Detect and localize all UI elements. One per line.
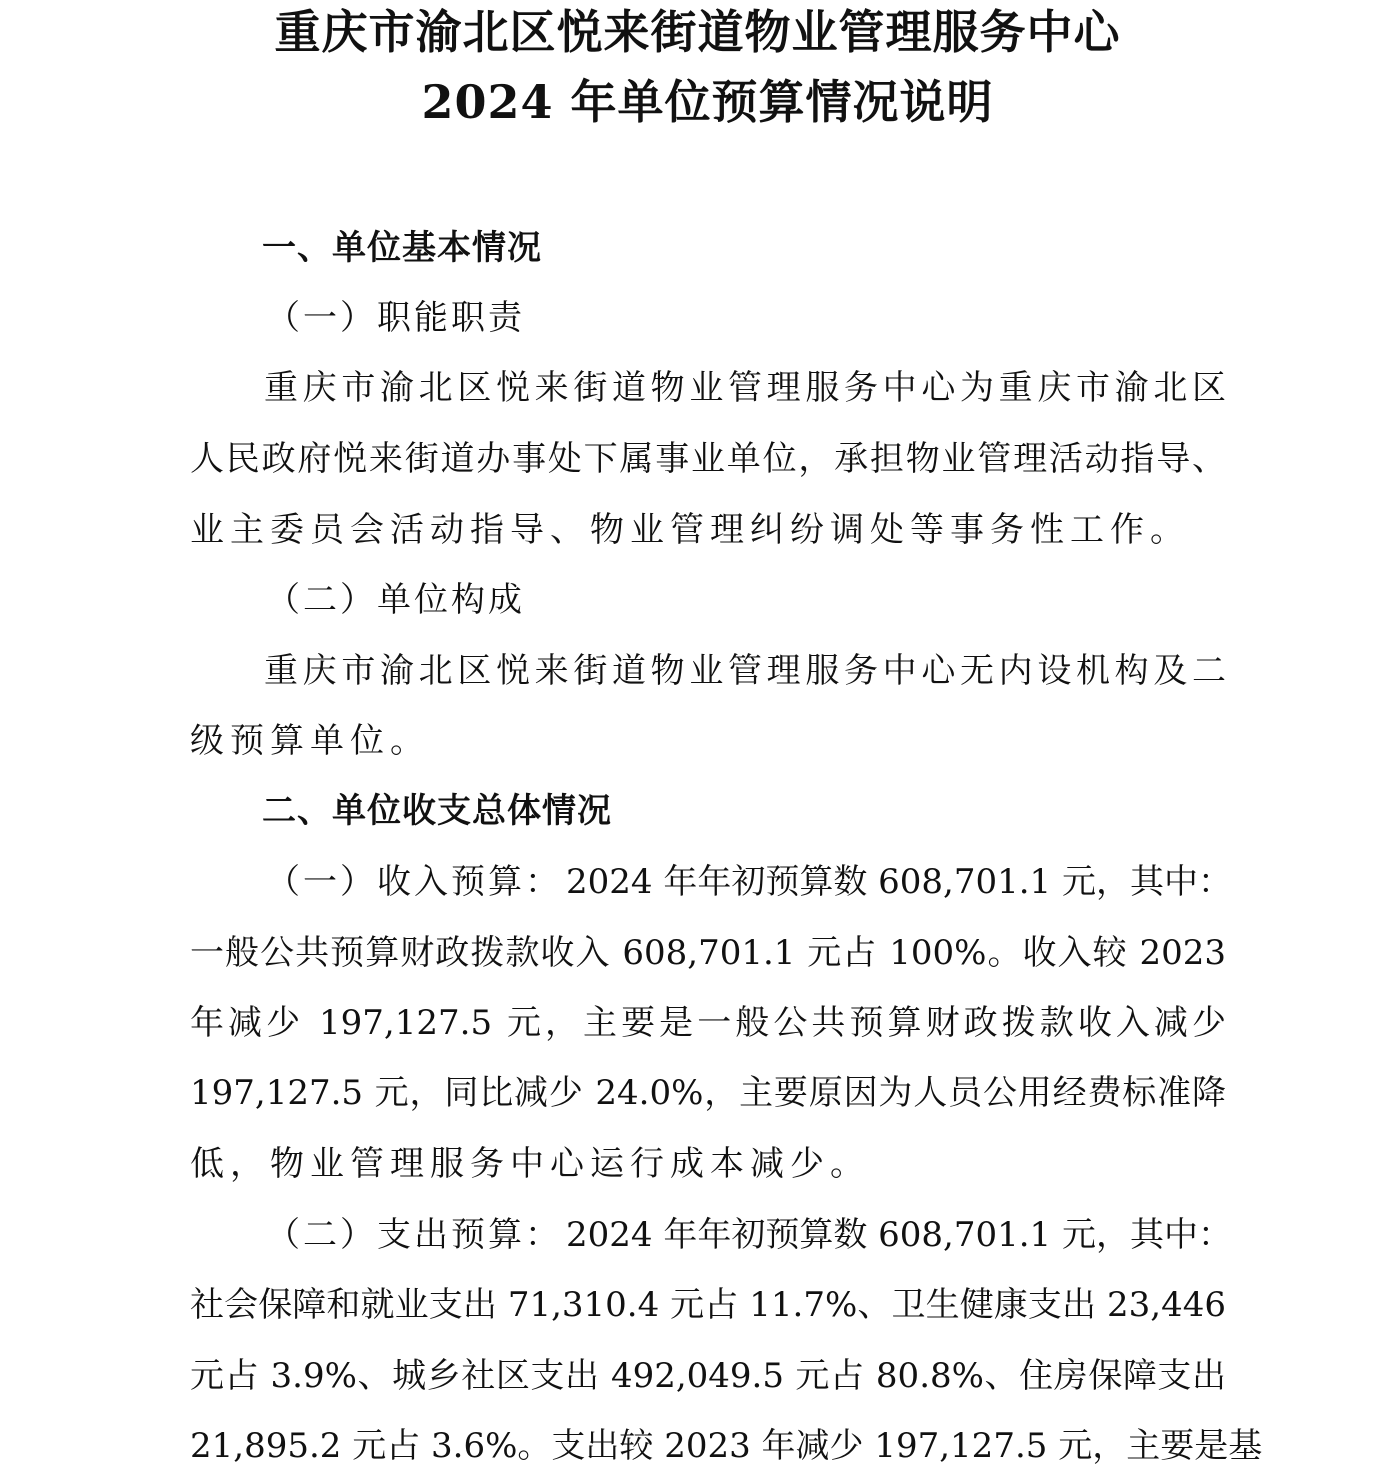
expense-line-2: 社会保障和就业支出 71,310.4 元占 11.7%、卫生健康支出 23,446: [190, 1285, 1226, 1325]
income-line-3: 年减少 197,127.5 元，主要是一般公共预算财政拨款收入减少: [190, 1003, 1226, 1043]
income-line-2: 一般公共预算财政拨款收入 608,701.1 元占 100%。收入较 2023: [190, 933, 1226, 973]
income-line-5: 低，物业管理服务中心运行成本减少。: [190, 1144, 870, 1184]
expense-line-3: 元占 3.9%、城乡社区支出 492,049.5 元占 80.8%、住房保障支出: [190, 1356, 1226, 1396]
sub-2-line-2: 级预算单位。: [190, 721, 430, 761]
section-1-heading: 一、单位基本情况: [262, 228, 542, 268]
income-label: （一）收入预算：: [266, 862, 562, 902]
income-line-1-text: 2024 年年初预算数 608,701.1 元，其中：: [566, 862, 1232, 902]
income-line-4: 197,127.5 元，同比减少 24.0%，主要原因为人员公用经费标准降: [190, 1073, 1226, 1113]
sub-2-line-1: 重庆市渝北区悦来街道物业管理服务中心无内设机构及二: [264, 651, 1226, 691]
document-title-line-1: 重庆市渝北区悦来街道物业管理服务中心: [274, 5, 1121, 59]
sub-1-line-2: 人民政府悦来街道办事处下属事业单位，承担物业管理活动指导、: [190, 439, 1226, 479]
section-1-sub-1-heading: （一）职能职责: [266, 298, 525, 338]
expense-line-4: 21,895.2 元占 3.6%。支出较 2023 年减少 197,127.5 元，主要是基: [190, 1426, 1263, 1466]
expense-line-1: [266, 1213, 1232, 1257]
section-1-sub-2-heading: （二）单位构成: [266, 580, 525, 620]
document-title-line-2: 2024 年单位预算情况说明: [421, 75, 994, 129]
expense-label: （二）支出预算：: [266, 1215, 562, 1255]
income-line-1: [266, 860, 1232, 904]
expense-line-1-text: 2024 年年初预算数 608,701.1 元，其中：: [566, 1215, 1232, 1255]
section-2-heading: 二、单位收支总体情况: [262, 791, 612, 831]
sub-1-line-3: 业主委员会活动指导、物业管理纠纷调处等事务性工作。: [190, 510, 1190, 550]
sub-1-line-1: 重庆市渝北区悦来街道物业管理服务中心为重庆市渝北区: [264, 368, 1226, 408]
